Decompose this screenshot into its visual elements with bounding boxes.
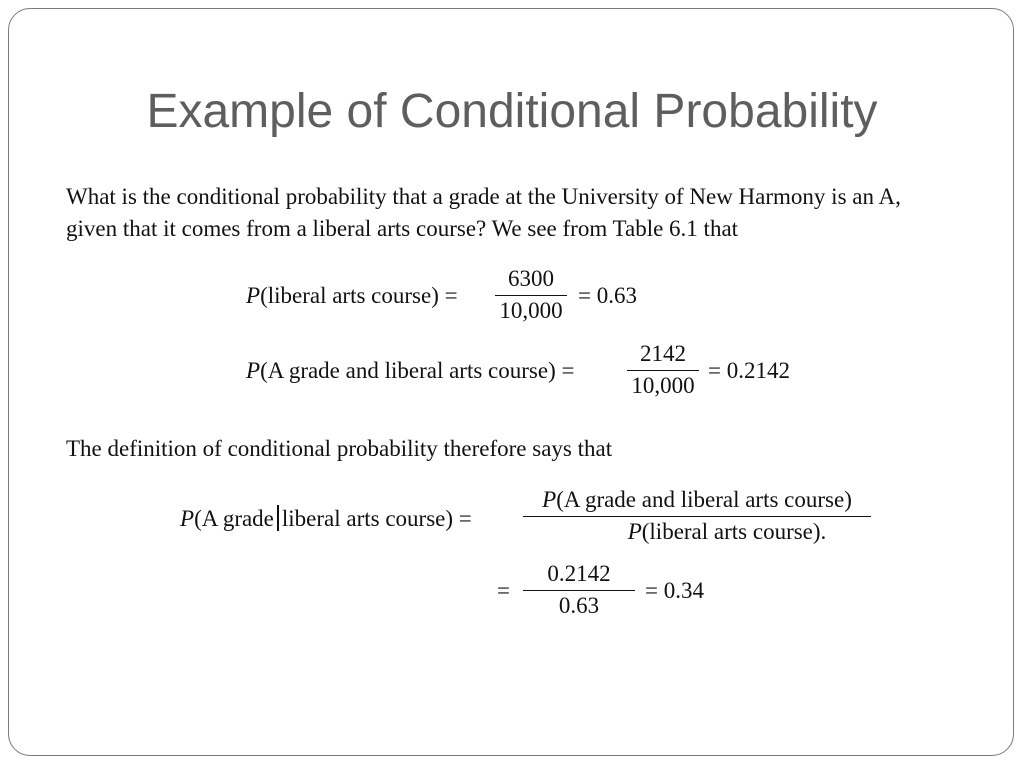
eq3-den-text: (liberal arts course). [641,519,827,544]
eq1-denominator: 10,000 [499,298,563,323]
definition-text: The definition of conditional probability therefore says that [66,436,613,461]
eq3-denominator [523,517,871,545]
eq1-lhs [246,283,458,309]
eq4-numerator: 0.2142 [547,561,611,586]
eq2-p-symbol: P [246,358,261,383]
eq3-den-p: P [627,519,642,544]
eq2-result: = 0.2142 [708,358,790,383]
eq4-fraction [523,561,635,619]
eq3-lhs-b: liberal arts course) = [281,506,472,531]
given-bar [277,505,279,531]
eq1-result: = 0.63 [578,283,637,308]
slide-title: Example of Conditional Probability [146,85,878,138]
intro-line-2: given that it comes from a liberal arts course? We see from Table 6.1 that [66,216,739,241]
eq3-num-text: (A grade and liberal arts course) [556,487,852,512]
eq3-num-p: P [542,487,557,512]
eq3-lhs-a: (A grade [194,506,274,531]
eq1-numerator: 6300 [508,266,554,291]
eq4-result: = 0.34 [645,578,704,603]
eq4-equals: = [497,578,510,603]
eq2-denominator: 10,000 [631,373,695,398]
eq3-lhs [180,505,472,532]
eq2-lhs [246,358,574,384]
eq3-numerator [523,487,871,516]
eq1-fraction [495,266,567,324]
eq3-fraction [523,487,871,545]
eq2-numerator: 2142 [640,341,686,366]
eq2-fraction [627,341,699,399]
eq4-denominator: 0.63 [558,593,600,618]
eq2-lhs-text: (A grade and liberal arts course) = [260,358,575,383]
eq1-p-symbol: P [246,283,261,308]
eq3-p-symbol: P [180,506,195,531]
eq1-lhs-text: (liberal arts course) = [260,283,458,308]
intro-line-1: What is the conditional probability that a grade at the University of New Harmony is an A, [66,184,901,209]
